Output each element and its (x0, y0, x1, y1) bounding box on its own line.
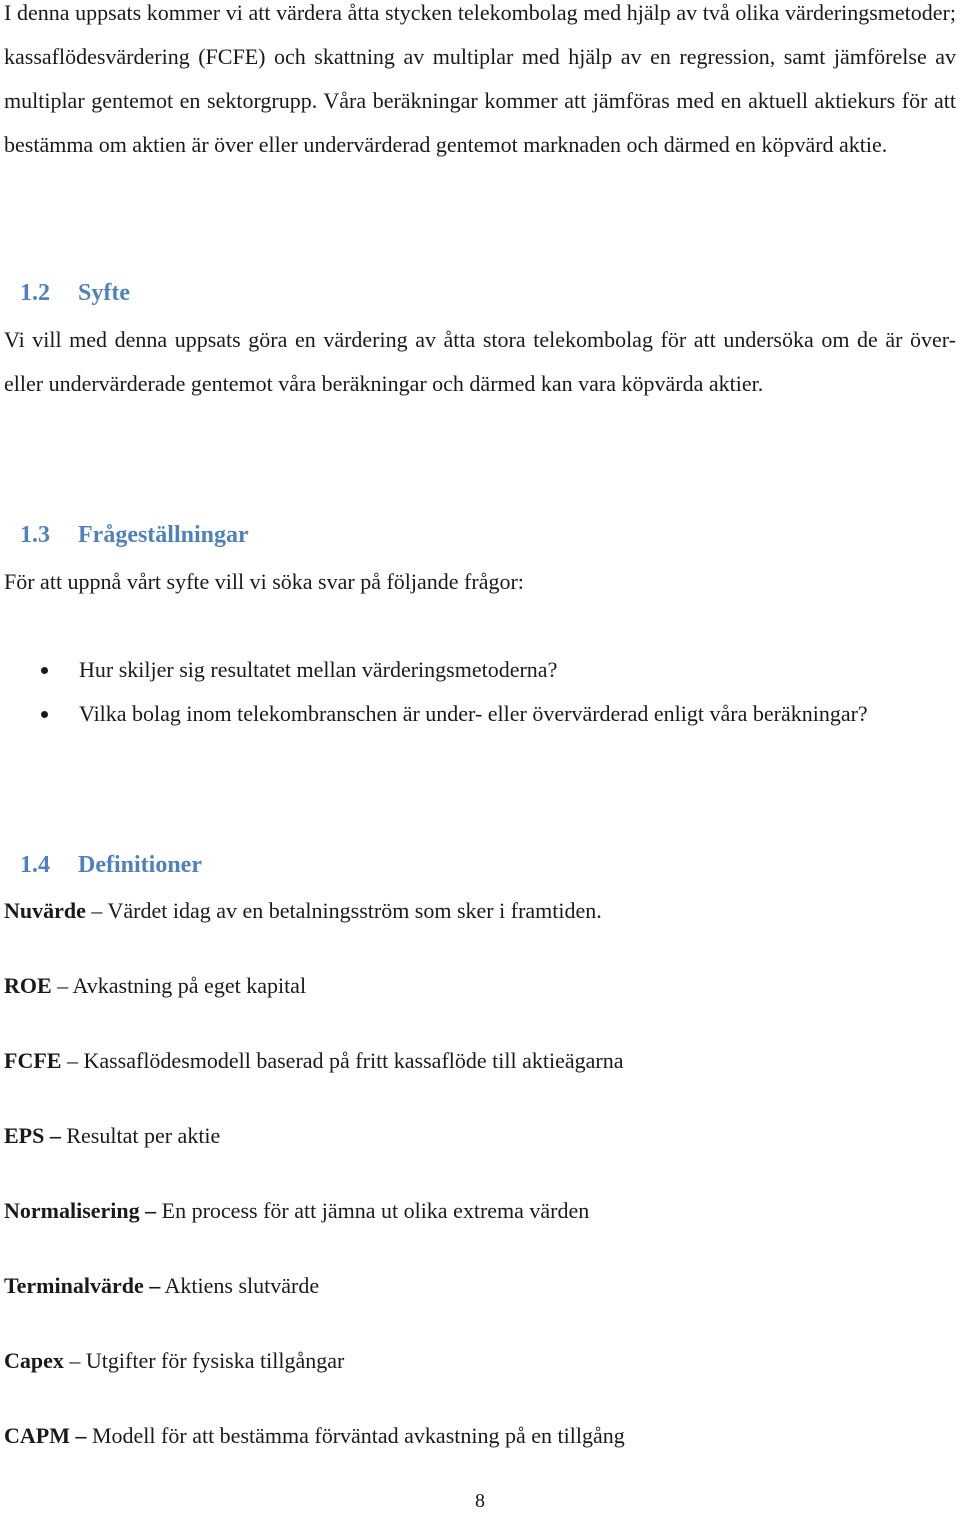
section-title: Frågeställningar (78, 522, 249, 548)
definition-item (4, 1346, 344, 1376)
definition-text: Modell för att bestämma förväntad avkastning på en tillgång (91, 1423, 625, 1448)
list-item-text: Vilka bolag inom telekombranschen är under- eller övervärderad enligt våra beräkningar? (79, 701, 868, 726)
definition-item (4, 971, 306, 1001)
section-heading-fragestallningar (20, 520, 249, 550)
section-number: 1.3 (20, 522, 50, 548)
definition-term: FCFE (4, 1048, 62, 1073)
definition-item (4, 896, 602, 926)
definition-item (4, 1046, 623, 1076)
definition-text: En process för att jämna ut olika extrema värden (161, 1198, 590, 1223)
bullet-dot-icon (41, 711, 48, 718)
definition-text: Värdet idag av en betalningsström som sker i framtiden. (107, 898, 602, 923)
list-item (0, 648, 956, 692)
section-number: 1.2 (20, 280, 50, 306)
definition-item (4, 1271, 319, 1301)
bullet-dot-icon (41, 667, 48, 674)
definition-term: ROE (4, 973, 52, 998)
definition-text: Aktiens slutvärde (164, 1273, 320, 1298)
list-item-text: Hur skiljer sig resultatet mellan värderingsmetoderna? (79, 657, 558, 682)
definition-item (4, 1196, 589, 1226)
definition-separator: – (61, 1048, 84, 1073)
definition-text: Resultat per aktie (66, 1123, 221, 1148)
definition-text: Kassaflödesmodell baserad på fritt kassaflöde till aktieägarna (83, 1048, 624, 1073)
question-list (0, 648, 956, 736)
definition-text: Utgifter för fysiska tillgångar (85, 1348, 345, 1373)
definition-term: Normalisering – (4, 1198, 157, 1223)
definition-text: Avkastning på eget kapital (72, 973, 307, 998)
section-number: 1.4 (20, 852, 50, 878)
definition-item (4, 1121, 220, 1151)
definition-term: Nuvärde (4, 898, 86, 923)
definition-item (4, 1421, 625, 1451)
page-number: 8 (475, 1490, 485, 1512)
definition-term: CAPM – (4, 1423, 87, 1448)
section-heading-definitioner (20, 850, 202, 880)
fragestallningar-paragraph: För att uppnå vårt syfte vill vi söka svar på följande frågor: (4, 569, 524, 594)
section-heading-syfte (20, 278, 130, 308)
intro-paragraph: I denna uppsats kommer vi att värdera åtta stycken telekombolag med hjälp av två olika värderingsmetoder; kassaflödesvärdering (FCFE) och skattning av multiplar med hjälp av en regression, samt jämförelse av multiplar gentemot en sektorgrupp. Våra beräkningar kommer att jämföras med en aktuell aktiekurs för att bestämma om aktien är över eller undervärderad gentemot marknaden och därmed en köpvärd aktie. (4, 0, 956, 157)
definition-term: EPS – (4, 1123, 61, 1148)
definition-separator: – (63, 1348, 86, 1373)
definition-separator: – (51, 973, 73, 998)
section-title: Definitioner (78, 852, 202, 878)
section-title: Syfte (78, 280, 130, 306)
list-item (0, 692, 956, 736)
syfte-paragraph: Vi vill med denna uppsats göra en värdering av åtta stora telekombolag för att undersöka om de är över- eller undervärderade gentemot våra beräkningar och därmed kan vara köpvärda aktier. (4, 327, 956, 396)
definition-term: Capex (4, 1348, 64, 1373)
definition-separator: – (85, 898, 108, 923)
definition-term: Terminalvärde – (4, 1273, 161, 1298)
